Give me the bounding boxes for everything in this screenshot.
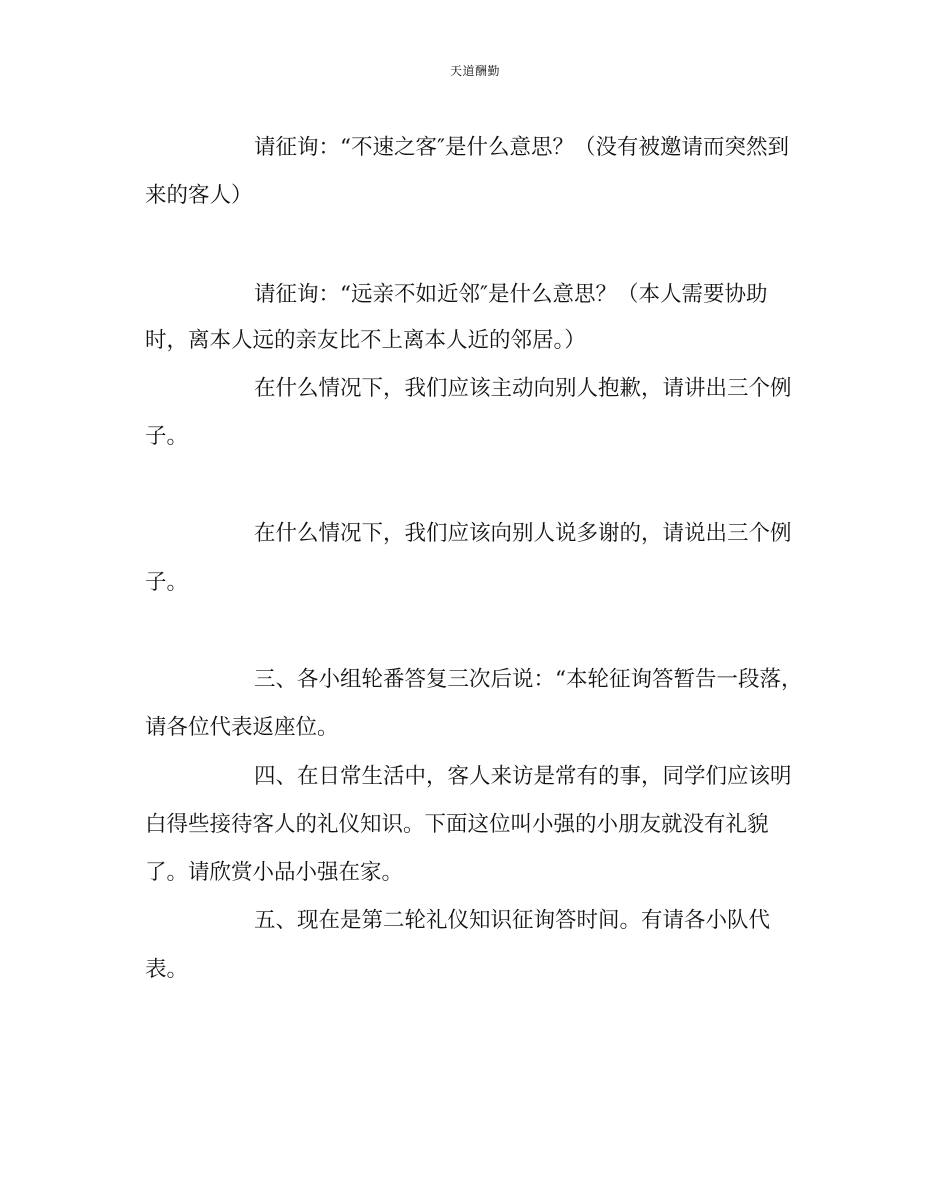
paragraph-line: 在什么情况下，我们应该向别人说多谢的，请说出三个例 bbox=[254, 521, 792, 546]
paragraph-line: 子。 bbox=[145, 570, 189, 595]
paragraph-line: 来的客人） bbox=[145, 183, 253, 208]
paragraph-line: 五、现在是第二轮礼仪知识征询答时间。有请各小队代 bbox=[254, 908, 771, 933]
page-header: 天道酬勤 bbox=[449, 64, 500, 78]
paragraph-line: 四、在日常生活中，客人来访是常有的事，同学们应该明 bbox=[254, 764, 792, 789]
paragraph-line: 在什么情况下，我们应该主动向别人抱歉，请讲出三个例 bbox=[254, 376, 792, 401]
paragraph-line: 时，离本人远的亲友比不上离本人近的邻居。） bbox=[145, 328, 586, 353]
paragraph-line: 请征询：“不速之客″是什么意思？（没有被邀请而突然到 bbox=[254, 135, 790, 160]
paragraph-line: 子。 bbox=[145, 424, 189, 449]
paragraph-line: 请征询：“远亲不如近邻″是什么意思？（本人需要协助 bbox=[254, 282, 768, 307]
paragraph-line: 三、各小组轮番答复三次后说：“本轮征询答暂告一段落， bbox=[254, 667, 803, 692]
paragraph-line: 了。请欣赏小品小强在家。 bbox=[145, 860, 404, 885]
paragraph-line: 表。 bbox=[145, 957, 189, 982]
paragraph-line: 请各位代表返座位。 bbox=[145, 715, 339, 740]
paragraph-line: 白得些接待客人的礼仪知识。下面这位叫小强的小朋友就没有礼貌 bbox=[145, 812, 769, 837]
